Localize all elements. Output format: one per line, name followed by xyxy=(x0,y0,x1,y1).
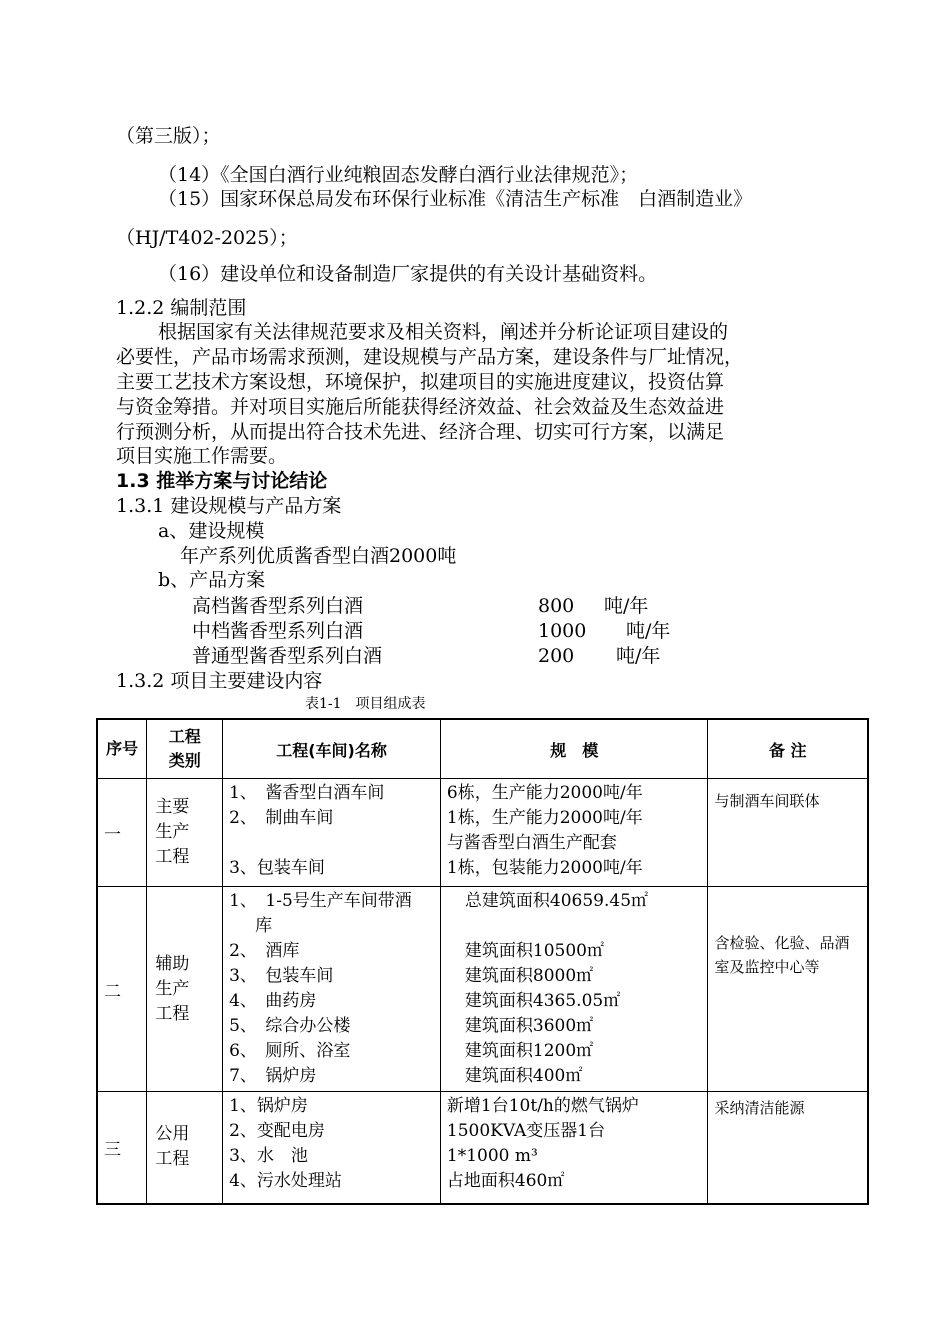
table-header-row xyxy=(97,719,868,779)
text-line: 根据国家有关法律规范要求及相关资料，阐述并分析论证项目建设的 xyxy=(158,321,729,343)
product-unit: 吨/年 xyxy=(616,645,661,667)
item-name: 2、变配电房 xyxy=(229,1121,325,1141)
text-line: （第三版）； xyxy=(116,125,221,147)
item-scale: 建筑面积10500㎡ xyxy=(464,941,605,961)
row-category: 主要生产工程 xyxy=(147,779,223,887)
product-qty: 800 xyxy=(538,595,575,617)
section-heading: 1.2.2 编制范围 xyxy=(116,297,247,319)
row-names xyxy=(223,887,441,1092)
item-name xyxy=(229,831,434,856)
row-number: 三 xyxy=(97,1092,147,1204)
project-table xyxy=(96,718,869,1205)
section-heading: 1.3.1 建设规模与产品方案 xyxy=(116,495,342,517)
text-line: （15）国家环保总局发布环保行业标准《清洁生产标准 白酒制造业》 xyxy=(158,188,753,210)
item-scale: 总建筑面积40659.45㎡ xyxy=(464,891,649,911)
row-scales xyxy=(440,1092,708,1204)
row-note: 采纳清洁能源 xyxy=(708,1092,868,1204)
table-row xyxy=(97,1092,868,1204)
text-line: 与资金筹措。并对项目实施后所能获得经济效益、社会效益及生态效益进 xyxy=(116,396,725,418)
table-row xyxy=(97,779,868,887)
item-name: 5、 综合办公楼 xyxy=(229,1016,351,1036)
item-scale: 占地面积460㎡ xyxy=(446,1171,565,1191)
text-line: 必要性，产品市场需求预测，建设规模与产品方案，建设条件与厂址情况， xyxy=(116,346,744,368)
text-line: 主要工艺技术方案设想，环境保护，拟建项目的实施进度建议，投资估算 xyxy=(116,371,725,393)
row-number: 二 xyxy=(97,887,147,1092)
row-names xyxy=(223,779,441,887)
text-line: 行预测分析，从而提出符合技术先进、经济合理、切实可行方案，以满足 xyxy=(116,421,725,443)
row-category: 公用工程 xyxy=(147,1092,223,1204)
row-scales xyxy=(440,887,708,1092)
header-type: 工程类别 xyxy=(147,719,223,779)
item-scale: 新增1台10t/h的燃气锅炉 xyxy=(446,1096,639,1116)
item-name: 3、 包装车间 xyxy=(229,966,334,986)
item-scale: 1栋，包装能力2000吨/年 xyxy=(446,858,643,878)
header-scale: 规 模 xyxy=(440,719,708,779)
item-scale: 1500KVA变压器1台 xyxy=(446,1121,606,1141)
item-name: 7、 锅炉房 xyxy=(229,1066,317,1086)
product-qty: 1000 xyxy=(538,620,587,642)
item-scale: 建筑面积4365.05㎡ xyxy=(464,991,621,1011)
text-line: （16）建设单位和设备制造厂家提供的有关设计基础资料。 xyxy=(158,263,658,285)
header-no: 序号 xyxy=(97,719,147,779)
row-category: 辅助生产工程 xyxy=(147,887,223,1092)
product-unit: 吨/年 xyxy=(604,595,649,617)
product-name: 中档酱香型系列白酒 xyxy=(192,620,364,642)
item-scale xyxy=(465,914,702,939)
product-name: 高档酱香型系列白酒 xyxy=(192,595,364,617)
text-line: （14）《全国白酒行业纯粮固态发酵白酒行业法律规范》； xyxy=(158,164,639,186)
row-note: 含检验、化验、品酒室及监控中心等 xyxy=(708,887,868,1092)
table-row xyxy=(97,887,868,1092)
item-scale: 建筑面积1200㎡ xyxy=(464,1041,594,1061)
product-unit: 吨/年 xyxy=(626,620,671,642)
item-name: 1、锅炉房 xyxy=(229,1096,308,1116)
item-name: 3、水 池 xyxy=(229,1146,308,1166)
row-number: 一 xyxy=(97,779,147,887)
item-name: 4、污水处理站 xyxy=(229,1171,342,1191)
item-name: 1、 酱香型白酒车间 xyxy=(229,783,385,803)
header-name: 工程(车间)名称 xyxy=(223,719,441,779)
item-scale: 6栋，生产能力2000吨/年 xyxy=(446,783,643,803)
row-note: 与制酒车间联体 xyxy=(708,779,868,887)
item-scale: 建筑面积400㎡ xyxy=(464,1066,583,1086)
item-name: 3、包装车间 xyxy=(229,858,325,878)
product-name: 普通型酱香型系列白酒 xyxy=(192,645,383,667)
item-name: 1、 1-5号生产车间带酒 xyxy=(229,891,412,911)
text-line: （HJ/T402-2025）； xyxy=(116,227,298,249)
text-line: a、建设规模 xyxy=(158,520,265,542)
item-name: 2、 酒库 xyxy=(229,941,300,961)
row-names xyxy=(223,1092,441,1204)
item-scale: 与酱香型白酒生产配套 xyxy=(446,833,617,853)
text-line: b、产品方案 xyxy=(158,569,266,591)
text-line: 年产系列优质酱香型白酒2000吨 xyxy=(180,545,457,567)
item-scale: 1栋，生产能力2000吨/年 xyxy=(446,808,643,828)
item-name: 2、 制曲车间 xyxy=(229,808,334,828)
text-line: 项目实施工作需要。 xyxy=(116,445,288,467)
section-heading: 1.3 推举方案与讨论结论 xyxy=(116,470,328,492)
item-scale: 1*1000 m³ xyxy=(446,1146,538,1166)
item-name: 6、 厕所、浴室 xyxy=(229,1041,351,1061)
section-heading: 1.3.2 项目主要建设内容 xyxy=(116,670,323,692)
item-name: 库 xyxy=(255,916,273,936)
header-note: 备 注 xyxy=(708,719,868,779)
product-qty: 200 xyxy=(538,645,575,667)
table-caption: 表1-1 项目组成表 xyxy=(305,696,426,712)
item-scale: 建筑面积3600㎡ xyxy=(464,1016,594,1036)
item-scale: 建筑面积8000㎡ xyxy=(464,966,594,986)
item-name: 4、 曲药房 xyxy=(229,991,317,1011)
row-scales xyxy=(440,779,708,887)
